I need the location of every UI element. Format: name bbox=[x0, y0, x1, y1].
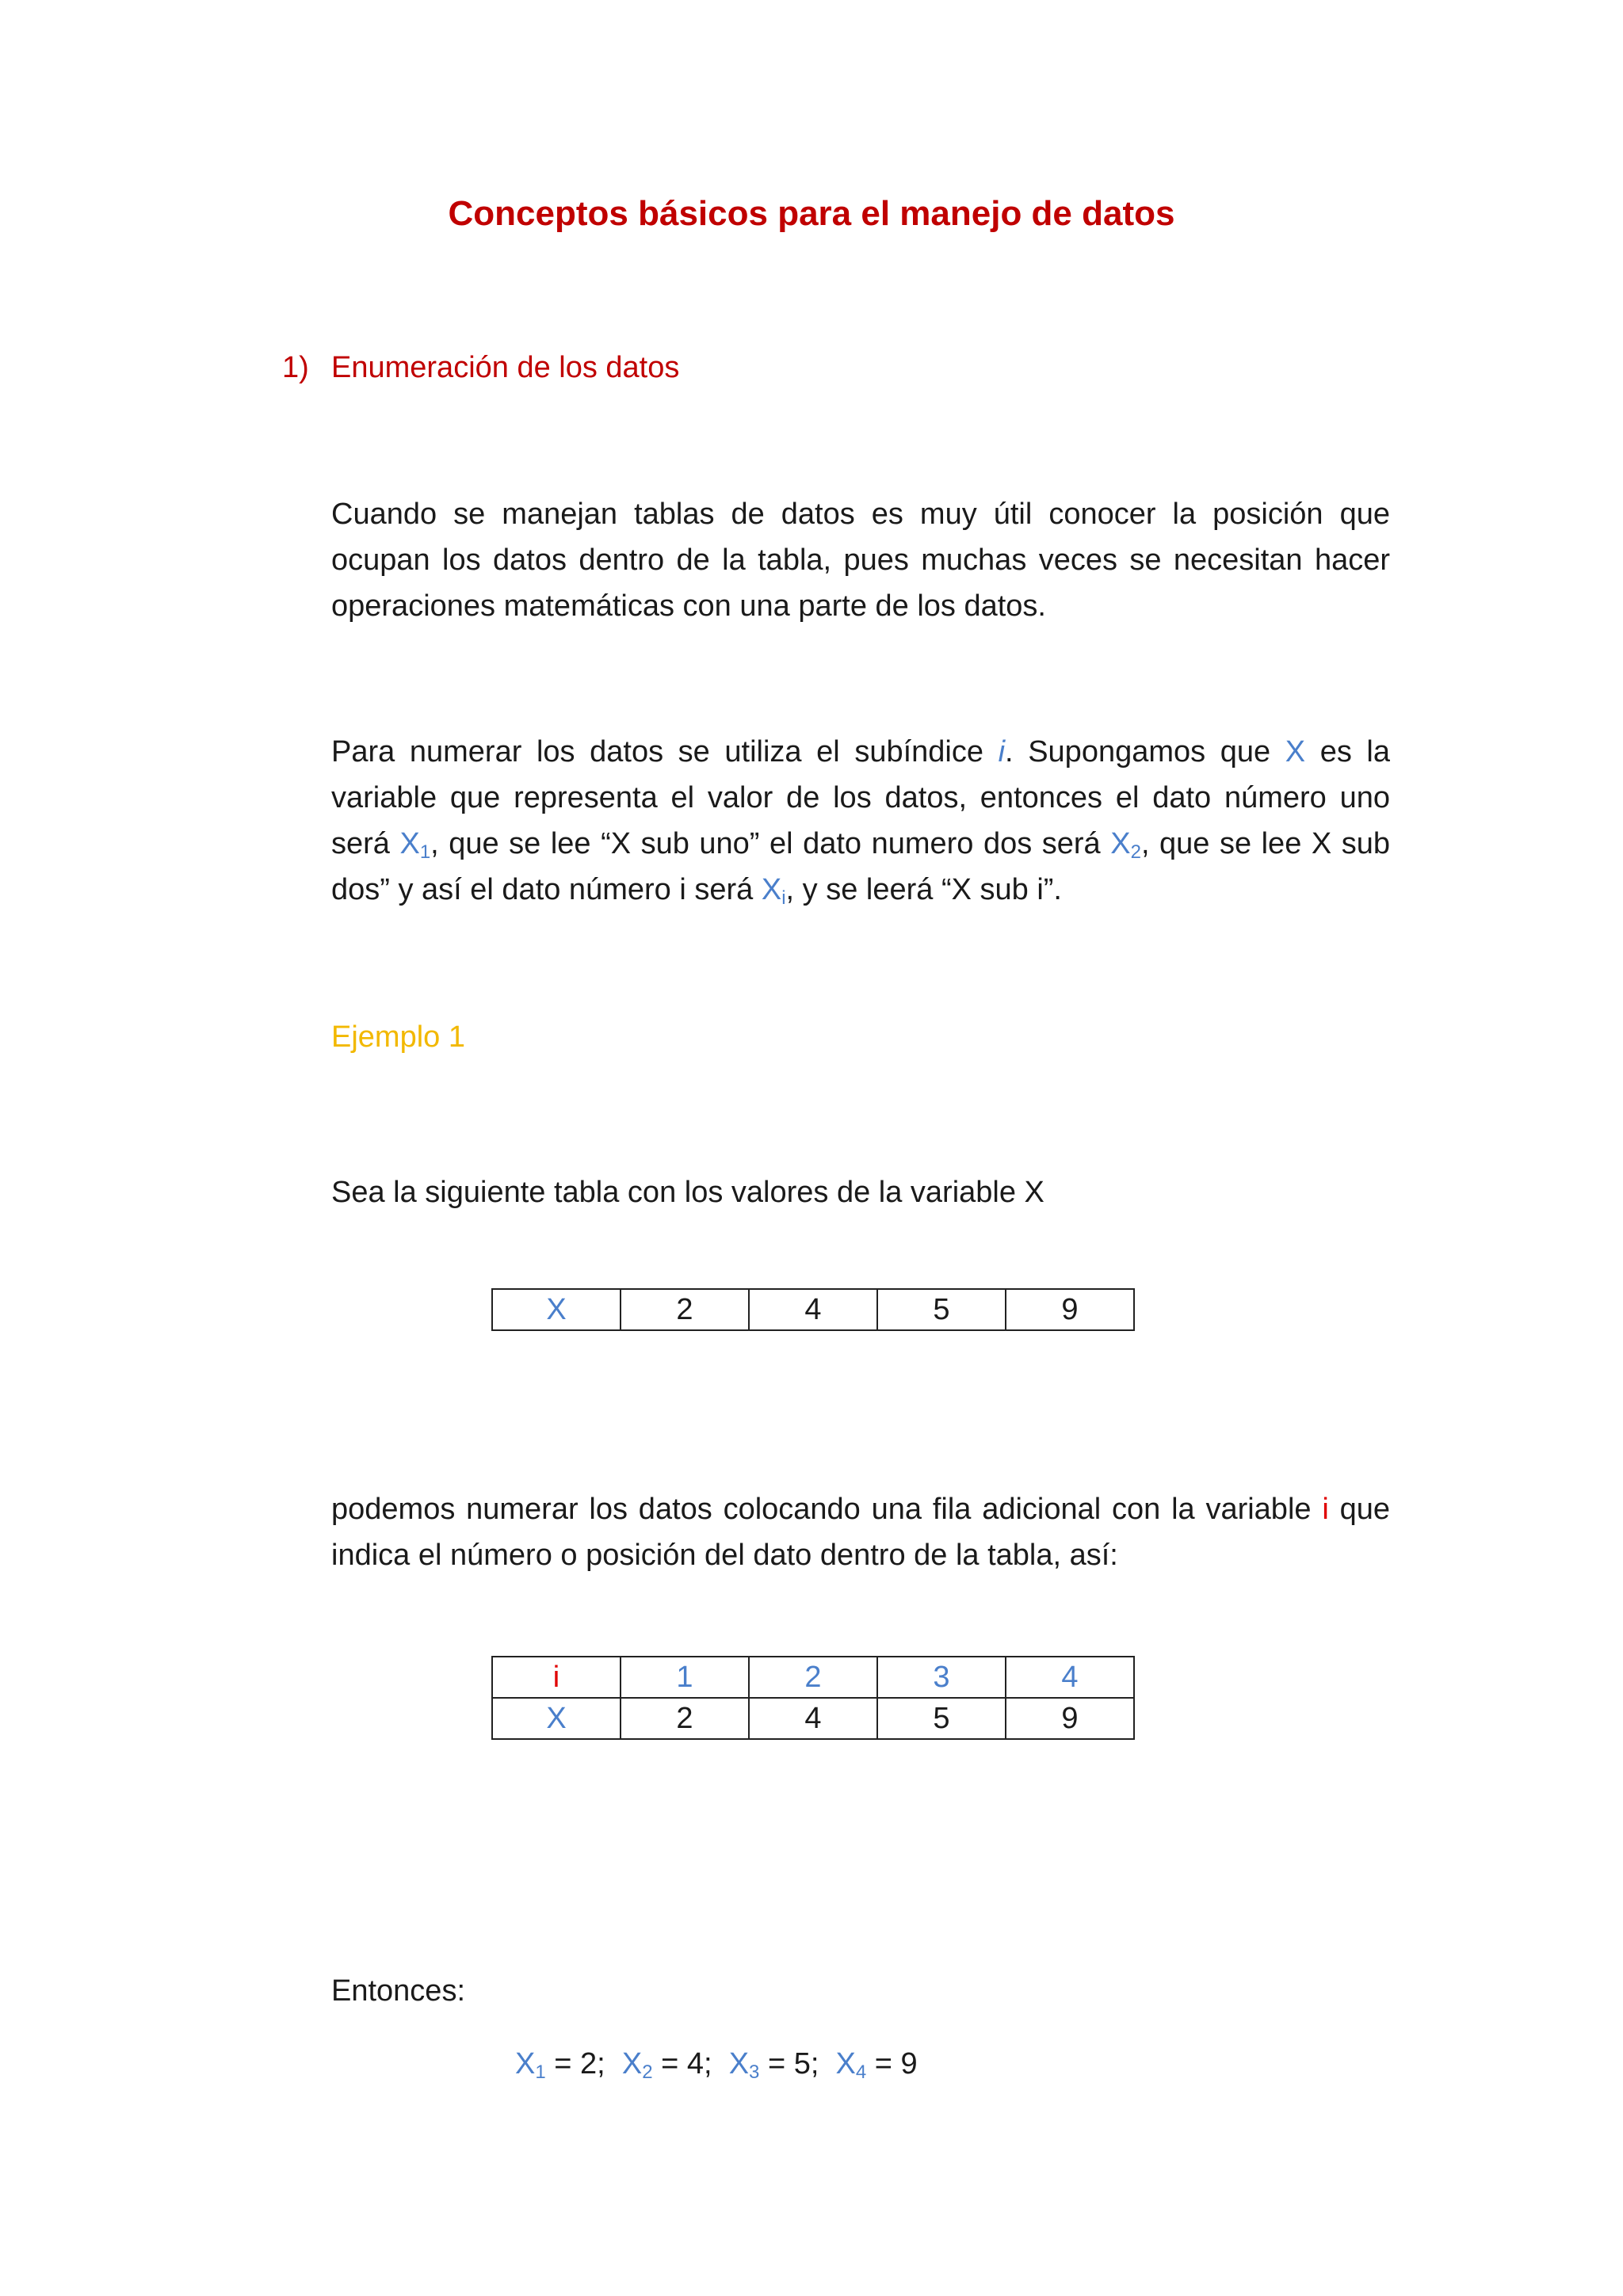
result-var bbox=[515, 2047, 546, 2081]
table-cell: 5 bbox=[877, 1698, 1006, 1739]
table-row bbox=[492, 1657, 1134, 1698]
table-cell: 4 bbox=[1006, 1657, 1134, 1698]
table-cell: 2 bbox=[621, 1289, 749, 1330]
var-subscript: 1 bbox=[419, 841, 431, 863]
text-run: . Supongamos que bbox=[1005, 735, 1285, 769]
table-cell: 1 bbox=[621, 1657, 749, 1698]
indexed-values-table bbox=[491, 1656, 1135, 1740]
var-letter: X bbox=[761, 873, 782, 906]
var-subscript: 2 bbox=[642, 2061, 653, 2083]
var-letter: X bbox=[728, 2047, 750, 2081]
table-header-cell: X bbox=[492, 1289, 621, 1330]
variable-x: X bbox=[1285, 735, 1306, 769]
var-letter: X bbox=[835, 2047, 856, 2081]
variable-xi bbox=[761, 873, 786, 909]
table-row bbox=[492, 1698, 1134, 1739]
text-run: que indica el número o posición del dato dentro de la tabla, así: bbox=[331, 1493, 1390, 1572]
var-subscript: 4 bbox=[855, 2061, 867, 2083]
section-number: 1) bbox=[282, 351, 309, 384]
result-equation bbox=[515, 2041, 918, 2087]
table-cell: 9 bbox=[1006, 1698, 1134, 1739]
paragraph-table-intro: Sea la siguiente tabla con los valores de la variable X bbox=[331, 1176, 1044, 1209]
table-cell: 4 bbox=[749, 1289, 877, 1330]
variable-x2 bbox=[1110, 827, 1141, 863]
table-cell: 4 bbox=[749, 1698, 877, 1739]
index-variable: i bbox=[1322, 1493, 1329, 1526]
text-run: , y se leerá “X sub i”. bbox=[785, 873, 1062, 906]
text-run: podemos numerar los datos colocando una fila adicional con la variable bbox=[331, 1493, 1323, 1526]
text-run: , que se lee “X sub uno” el dato numero dos será bbox=[430, 827, 1111, 860]
text-run: , que se lee X sub dos” y así el dato número i será bbox=[331, 827, 1390, 906]
table-cell: 2 bbox=[621, 1698, 749, 1739]
table-cell: 3 bbox=[877, 1657, 1006, 1698]
page-title: Conceptos básicos para el manejo de datos bbox=[448, 194, 1175, 233]
table-cell: 5 bbox=[877, 1289, 1006, 1330]
var-subscript: i bbox=[781, 887, 786, 909]
table-header-cell: X bbox=[492, 1698, 621, 1739]
paragraph-conclusion: Entonces: bbox=[331, 1974, 465, 2008]
var-subscript: 2 bbox=[1130, 841, 1141, 863]
result-value: = 5; bbox=[759, 2047, 836, 2081]
text-run: Para numerar los datos se utiliza el subíndice bbox=[331, 735, 999, 769]
values-table bbox=[491, 1288, 1135, 1331]
result-var bbox=[729, 2047, 760, 2081]
section-title: Enumeración de los datos bbox=[331, 351, 680, 384]
variable-x1 bbox=[399, 827, 431, 863]
paragraph-intro: Cuando se manejan tablas de datos es muy útil conocer la posición que ocupan los datos dentro de la tabla, pues muchas veces se necesitan hacer operaciones matemáticas con una parte de los datos. bbox=[331, 498, 1390, 623]
paragraph-indexing bbox=[331, 1486, 1390, 1578]
text-run: es la variable que representa el valor de los datos, entonces el dato número uno será bbox=[331, 735, 1390, 860]
result-value: = 4; bbox=[652, 2047, 729, 2081]
result-var bbox=[622, 2047, 653, 2081]
table-cell: 2 bbox=[749, 1657, 877, 1698]
table-header-cell: i bbox=[492, 1657, 621, 1698]
result-value: = 2; bbox=[545, 2047, 622, 2081]
result-var bbox=[836, 2047, 867, 2081]
result-value: = 9 bbox=[866, 2047, 918, 2081]
paragraph-numbering bbox=[331, 729, 1390, 913]
index-variable: i bbox=[998, 735, 1006, 769]
var-letter: X bbox=[1110, 827, 1131, 860]
var-letter: X bbox=[399, 827, 420, 860]
table-cell: 9 bbox=[1006, 1289, 1134, 1330]
var-subscript: 1 bbox=[535, 2061, 546, 2083]
table-row bbox=[492, 1289, 1134, 1330]
var-subscript: 3 bbox=[749, 2061, 760, 2083]
example-label: Ejemplo 1 bbox=[331, 1020, 465, 1054]
section-heading bbox=[282, 345, 679, 390]
var-letter: X bbox=[515, 2047, 536, 2081]
var-letter: X bbox=[621, 2047, 643, 2081]
